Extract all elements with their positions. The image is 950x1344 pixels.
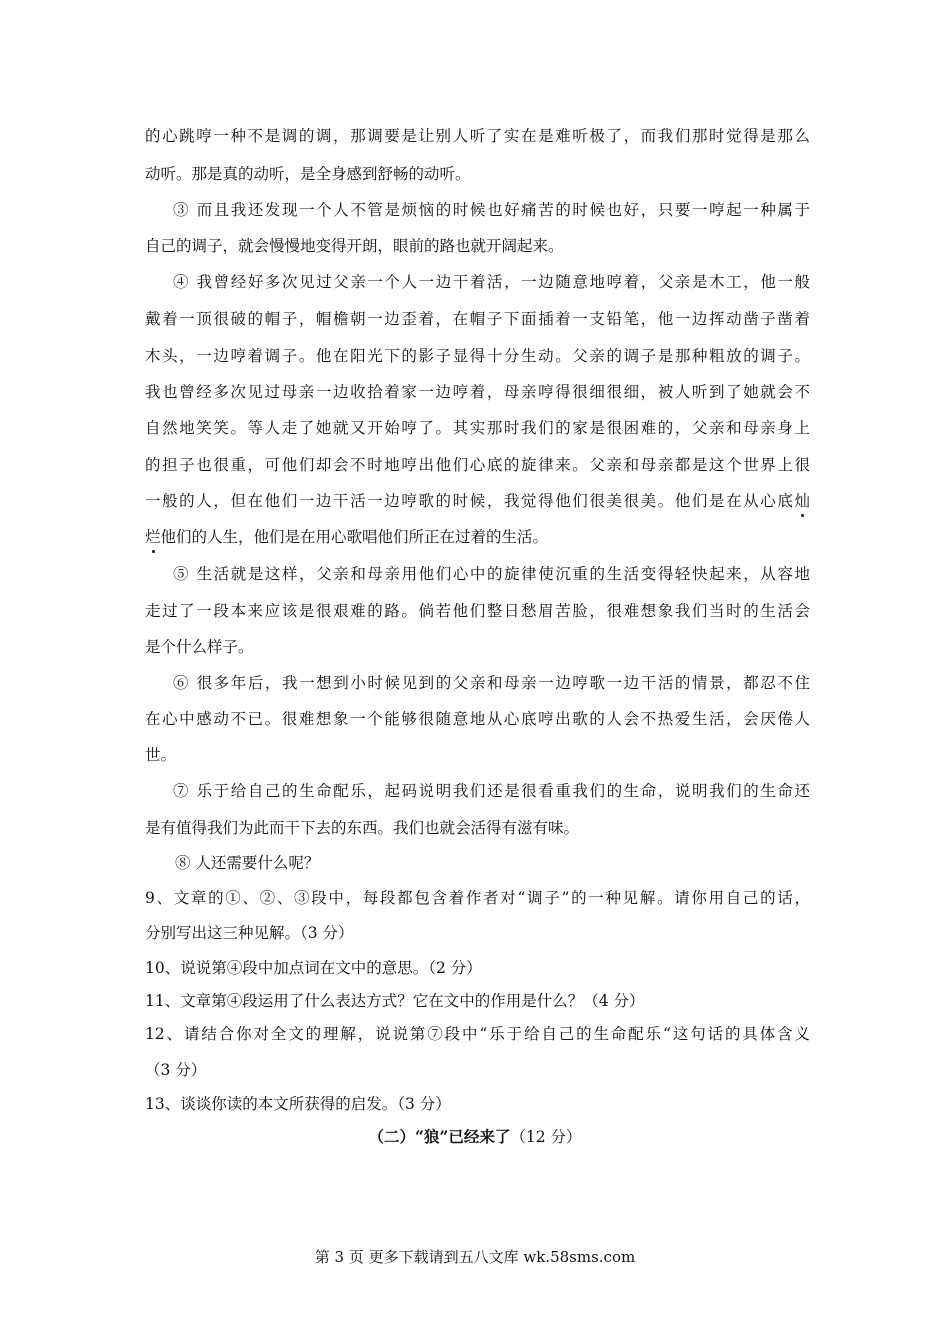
paragraph-4-line: 自然地笑笑。等人走了她就又开始哼了。其实那时我们的家是很困难的，父亲和母亲身上 — [145, 419, 810, 437]
paragraph-4-line: 戴着一顶很破的帽子，帽檐朝一边歪着，在帽子下面插着一支铅笔，他一边挥动凿子凿着 — [145, 310, 810, 328]
question-13: 13、谈谈你读的本文所获得的启发。（3 分） — [145, 1095, 451, 1113]
paragraph-7-line: 是有值得我们为此而干下去的东西。我们也就会活得有滋有味。 — [145, 819, 580, 837]
paragraph-3-line: ③ 而且我还发现一个人不管是烦恼的时候也好痛苦的时候也好，只要一哼起一种属于 — [173, 201, 810, 219]
paragraph-4-line: 木头，一边哼着调子。他在阳光下的影子显得十分生动。父亲的调子是那种粗放的调子。 — [145, 347, 810, 365]
question-10: 10、说说第④段中加点词在文中的意思。（2 分） — [145, 959, 482, 977]
paragraph-7-line: ⑦ 乐于给自己的生命配乐，起码说明我们还是很看重我们的生命，说明我们的生命还 — [173, 782, 810, 800]
question-9-line: 分别写出这三种见解。（3 分） — [145, 924, 354, 942]
paragraph-4-line — [145, 491, 810, 511]
emphasized-word-char: 烂 — [145, 528, 161, 546]
page-footer: 第 3 页 更多下载请到五八文库 wk.58sms.com — [314, 1248, 636, 1266]
section-score: （12 分） — [510, 1128, 582, 1146]
paragraph-4-line — [145, 527, 810, 547]
passage-line: 动听。那是真的动听，是全身感到舒畅的动听。 — [145, 165, 471, 183]
paragraph-5-line: ⑤ 生活就是这样，父亲和母亲用他们心中的旋律使沉重的生活变得轻快起来，从容地 — [173, 565, 810, 583]
question-9-line: 9、文章的①、②、③段中，每段都包含着作者对“调子”的一种见解。请你用自己的话， — [145, 889, 810, 907]
question-12-line: （3 分） — [145, 1061, 207, 1079]
section-heading — [0, 1127, 950, 1147]
passage-line: 的心跳哼一种不是调的调，那调要是让别人听了实在是难听极了，而我们那时觉得是那么 — [145, 127, 810, 145]
paragraph-4-text: 一般的人，但在他们一边干活一边哼歌的时候，我觉得他们很美很美。他们是在从心底 — [145, 492, 795, 510]
section-title: （二）“狼”已经来了 — [368, 1127, 511, 1146]
paragraph-4-line: 的担子也很重，可他们却会不时地哼出他们心底的旋律来。父亲和母亲都是这个世界上很 — [145, 456, 810, 474]
emphasized-word-char: 灿 — [794, 492, 810, 510]
paragraph-3-line: 自己的调子，就会慢慢地变得开朗，眼前的路也就开阔起来。 — [145, 237, 564, 255]
paragraph-6-line: 世。 — [145, 746, 177, 764]
question-12-line: 12、请结合你对全文的理解，说说第⑦段中“乐于给自己的生命配乐“这句话的具体含义 — [145, 1025, 810, 1043]
paragraph-8-line: ⑧ 人还需要什么呢？ — [175, 854, 320, 872]
question-11: 11、文章第④段运用了什么表达方式？它在文中的作用是什么？（4 分） — [145, 992, 645, 1010]
paragraph-5-line: 是个什么样子。 — [145, 638, 254, 656]
paragraph-4-line: 我也曾经多次见过母亲一边收拾着家一边哼着，母亲哼得很细很细，被人听到了她就会不 — [145, 383, 810, 401]
paragraph-6-line: 在心中感动不已。很难想象一个能够很随意地从心底哼出歌的人会不热爱生活，会厌倦人 — [145, 710, 810, 728]
paragraph-4-line: ④ 我曾经好多次见过父亲一个人一边干着活，一边随意地哼着，父亲是木工，他一般 — [173, 273, 810, 291]
paragraph-4-text: 他们的人生，他们是在用心歌唱他们所正在过着的生活。 — [160, 528, 549, 546]
paragraph-6-line: ⑥ 很多年后，我一想到小时候见到的父亲和母亲一边哼歌一边干活的情景，都忍不住 — [173, 674, 810, 692]
paragraph-5-line: 走过了一段本来应该是很艰难的路。倘若他们整日愁眉苦脸，很难想象我们当时的生活会 — [145, 602, 810, 620]
